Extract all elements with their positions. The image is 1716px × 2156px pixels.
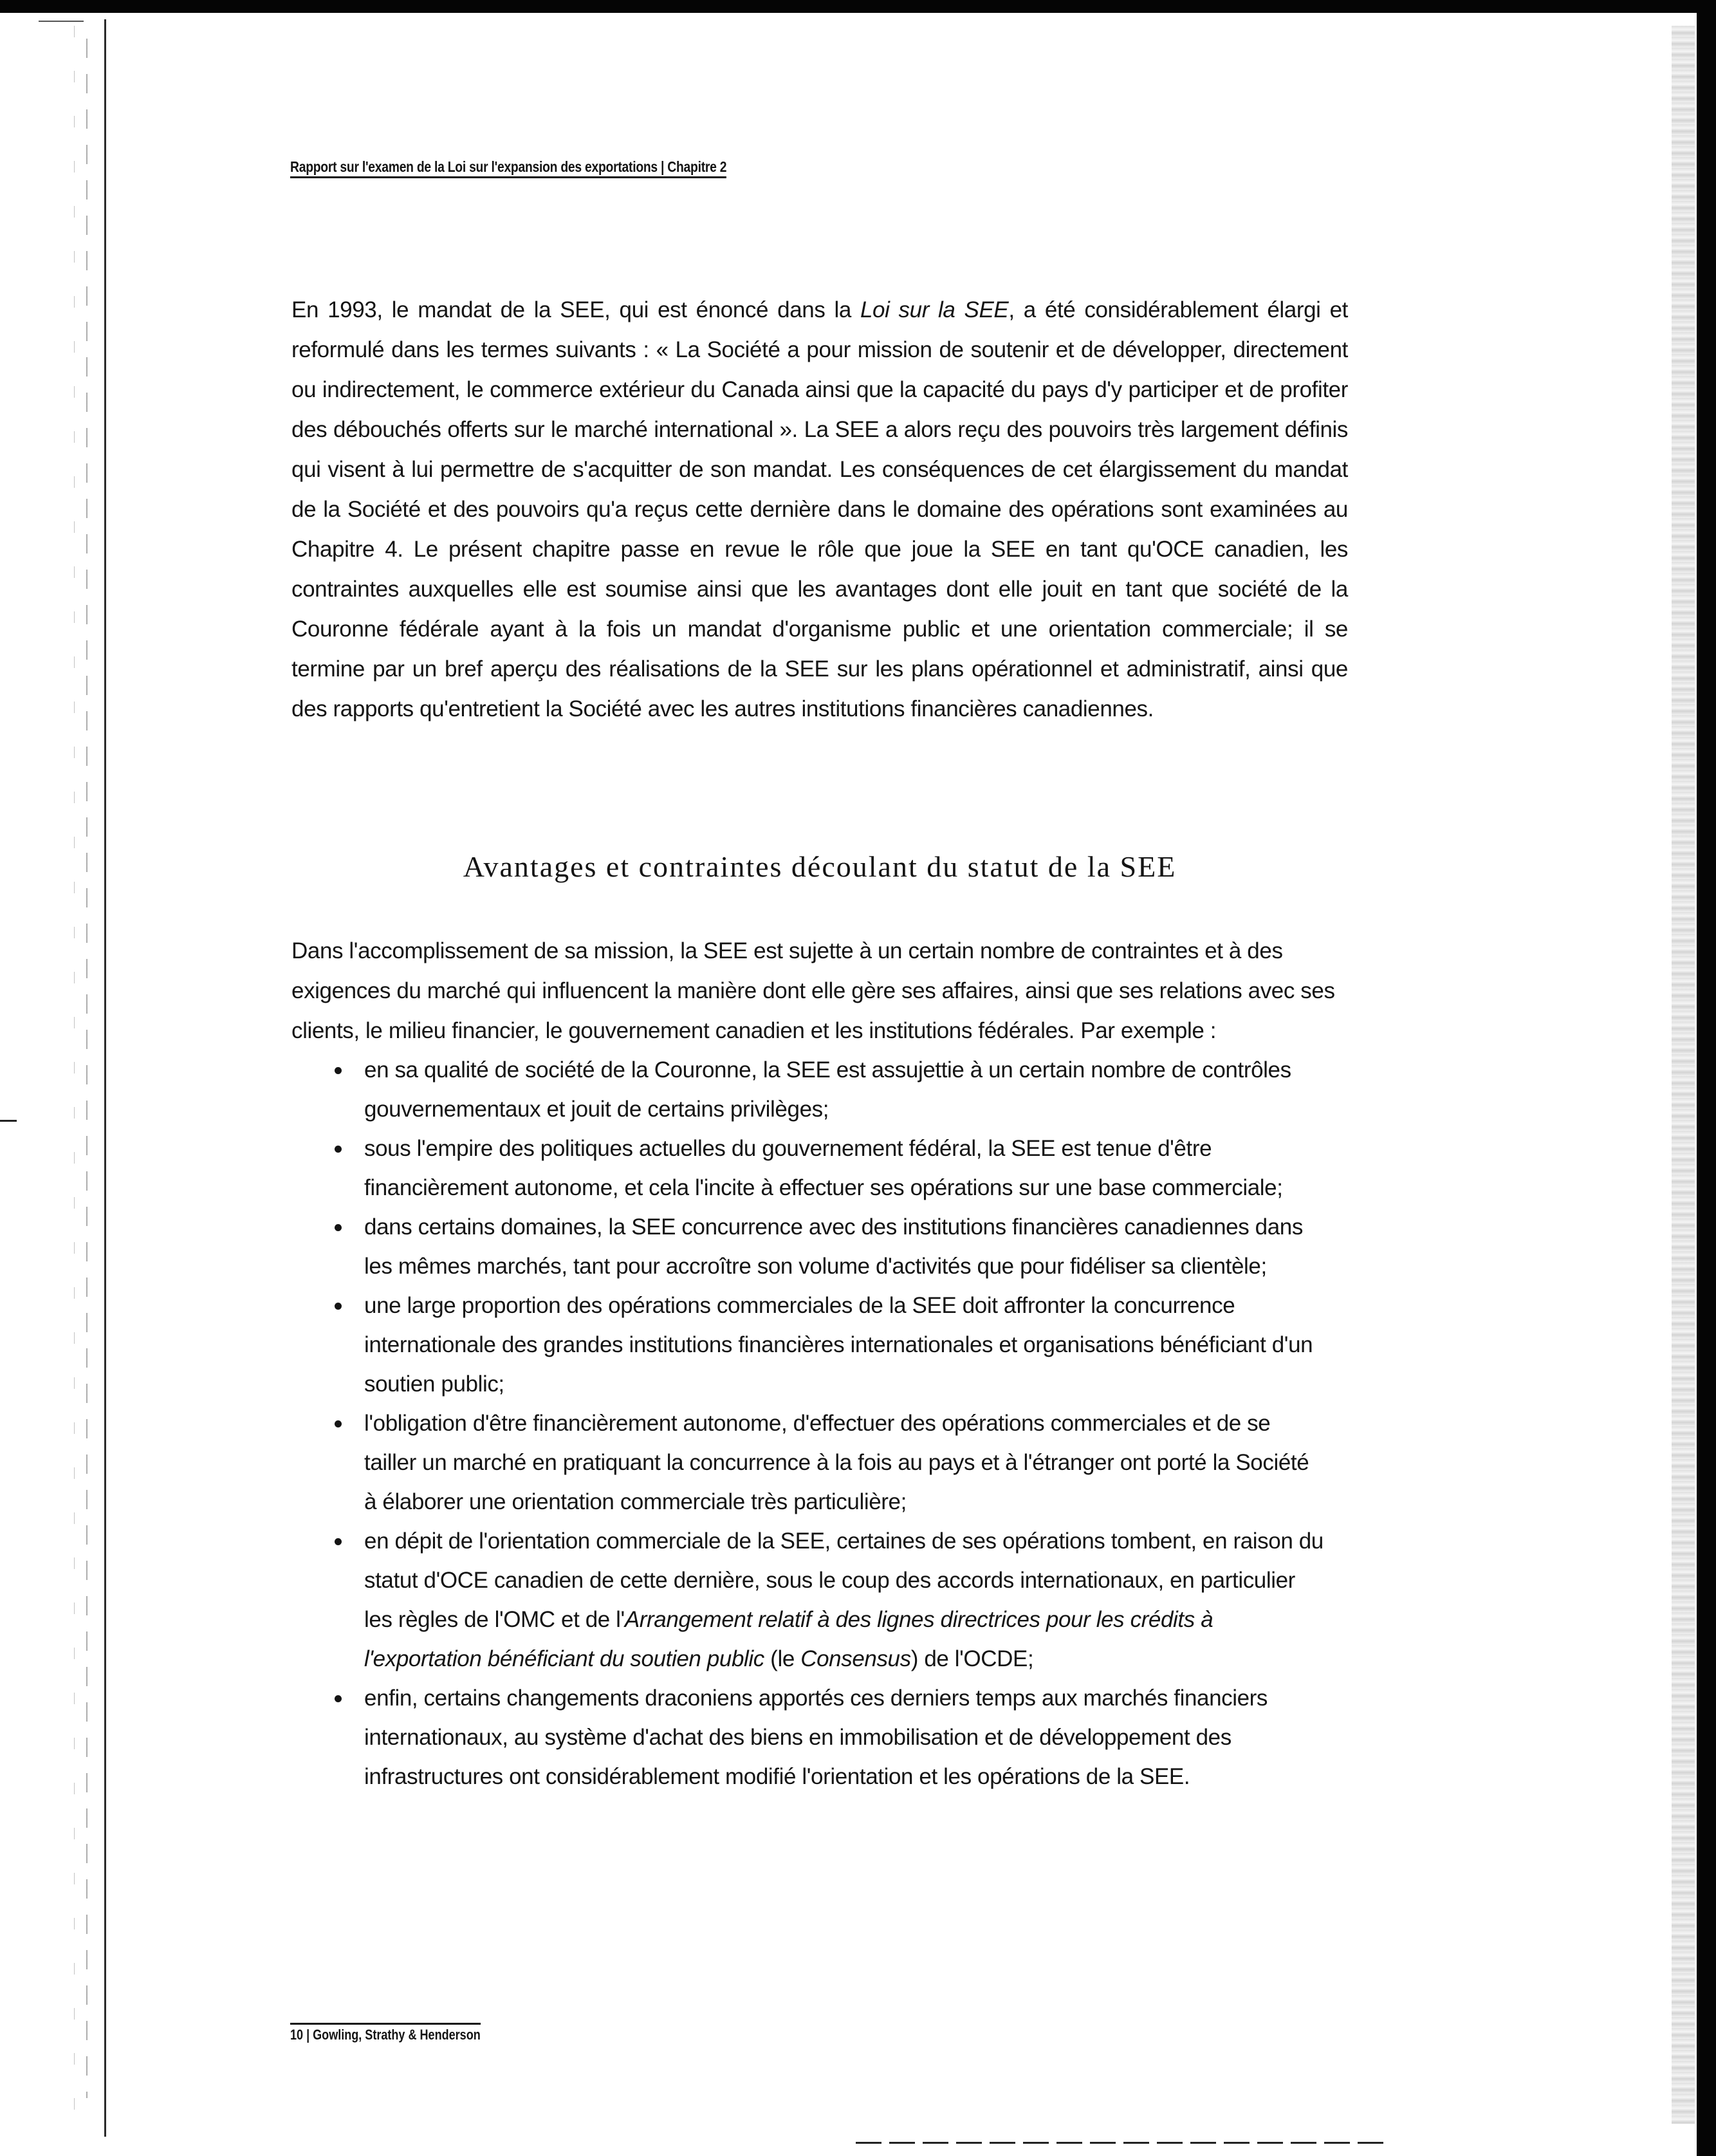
bullet-icon [335,1303,342,1310]
intro-law-title: Loi sur la SEE [860,297,1009,322]
bullet-icon [335,1538,342,1545]
list-item-text: sous l'empire des politiques actuelles du gouvernement fédéral, la SEE est tenue d'être financièrement autonome, et cela l'incite à effectuer ses opérations sur une base commerciale; [364,1136,1283,1200]
consensus-title: Consensus [800,1646,911,1671]
section-lead-paragraph: Dans l'accomplissement de sa mission, la SEE est sujette à un certain nombre de contraintes et à des exigences du marché qui influencent la manière dont elle gère ses affaires, ainsi que ses relations avec ses clients, le milieu financier, le gouvernement canadien et les institutions fédérales. Par exemple : [291,938,1335,1043]
list-item-text: l'obligation d'être financièrement autonome, d'effectuer des opérations commerciales et de se tailler un marché en pratiquant la concurrence à la fois au pays et à l'étranger ont porté la Société à élaborer une orientation commerciale très particulière; [364,1411,1309,1514]
intro-text-start: En 1993, le mandat de la SEE, qui est énoncé dans la [291,297,860,322]
scan-border-top [0,0,1716,13]
scan-page-edge [1672,26,1695,2124]
scan-binding-dashes-outer [74,26,75,2117]
scan-binding-line [104,19,106,2137]
list-item-text: en sa qualité de société de la Couronne, la SEE est assujettie à un certain nombre de contrôles gouvernementaux et jouit de certains privilèges; [364,1057,1291,1122]
list-item [335,1678,1325,1796]
scan-binding-dashes [86,39,88,2098]
list-item-text: dans certains domaines, la SEE concurrence avec des institutions financières canadiennes dans les mêmes marchés, tant pour accroître son volume d'activités que pour fidéliser sa clientèle; [364,1214,1303,1279]
list-item-text-c: ) de l'OCDE; [910,1646,1034,1671]
arrangement-title: Arrangement relatif à des lignes directrices pour les crédits à l'exportation bénéficiant du soutien public [364,1607,1213,1671]
bullet-icon [335,1695,342,1702]
list-item [335,1050,1325,1129]
list-item [335,1521,1325,1678]
list-item-text-b: (le [764,1646,801,1671]
bullet-icon [335,1067,342,1074]
list-item [335,1404,1325,1521]
bullet-icon [335,1146,342,1153]
intro-text-rest: , a été considérablement élargi et reformulé dans les termes suivants : « La Société a pour mission de soutenir et de développer, directement ou indirectement, le commerce extérieur du Canada ainsi que la capacité du pays d'y participer et de profiter des débouchés offerts sur le marché international ». La SEE a alors reçu des pouvoirs très largement définis qui visent à lui permettre de s'acquitter de son mandat. Les conséquences de cet élargissement du mandat de la Société et des pouvoirs qu'a reçus cette dernière dans le domaine des opérations sont examinées au Chapitre 4. Le présent chapitre passe en revue le rôle que joue la SEE en tant qu'OCE canadien, les contraintes auxquelles elle est soumise ainsi que les avantages dont elle jouit en tant que société de la Couronne fédérale ayant à la fois un mandat d'organisme public et une orientation commerciale; il se termine par un bref aperçu des réalisations de la SEE sur les plans opérationnel et administratif, ainsi que des rapports qu'entretient la Société avec les autres institutions financières canadiennes. [291,297,1348,721]
list-item [335,1207,1325,1286]
scan-corner-mark [39,21,84,22]
list-item-text-a: en dépit de l'orientation commerciale de la SEE, certaines de ses opérations tombent, en raison du statut d'OCE canadien de cette dernière, sous le coup des accords internationaux, en particulier les règles de l'OMC et de l' [364,1529,1324,1632]
list-item-text: enfin, certains changements draconiens apportés ces derniers temps aux marchés financiers internationaux, au système d'achat des biens en immobilisation et de développement des infrastructures ont considérablement modifié l'orientation et les opérations de la SEE. [364,1686,1268,1789]
bullet-icon [335,1420,342,1427]
constraints-list [335,1050,1325,1796]
scan-bottom-artifact [856,2142,1383,2144]
scan-margin-tick [0,1120,17,1122]
bullet-icon [335,1224,342,1231]
running-header: Rapport sur l'examen de la Loi sur l'expansion des exportations | Chapitre 2 [290,157,726,178]
scan-border-right [1697,0,1716,2156]
section-heading: Avantages et contraintes découlant du statut de la SEE [463,850,1177,883]
page-footer: 10 | Gowling, Strathy & Henderson [290,2023,481,2044]
list-item [335,1129,1325,1207]
intro-paragraph [291,290,1348,729]
list-item [335,1286,1325,1404]
list-item-text: une large proportion des opérations commerciales de la SEE doit affronter la concurrence internationale des grandes institutions financières internationales et organisations bénéficiant d'un soutien public; [364,1293,1313,1397]
